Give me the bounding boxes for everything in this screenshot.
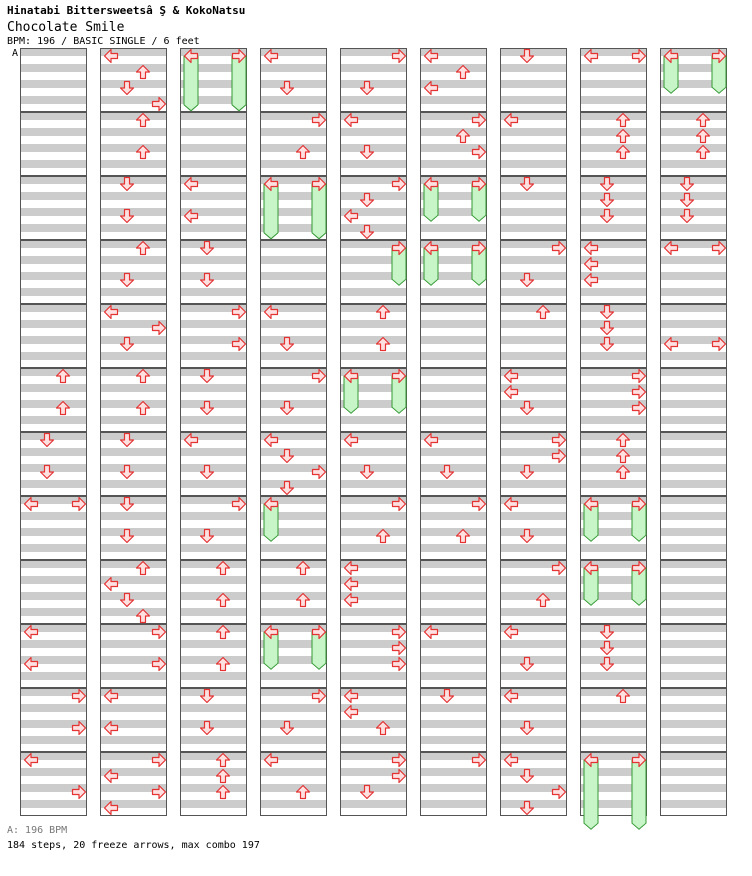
measure-box	[420, 368, 487, 432]
measure-box	[100, 496, 167, 560]
measure-box	[660, 496, 727, 560]
freeze-arrow	[264, 184, 278, 239]
measure-box	[20, 368, 87, 432]
measure-box	[180, 240, 247, 304]
measure-box	[100, 432, 167, 496]
measure-box	[20, 176, 87, 240]
measure-box	[580, 688, 647, 752]
measure-box	[180, 688, 247, 752]
measure-box	[580, 432, 647, 496]
measure-box	[420, 304, 487, 368]
measure-box	[580, 176, 647, 240]
measure-box	[100, 112, 167, 176]
freeze-arrow	[632, 760, 646, 829]
song-artist: Hinatabi Bittersweetsâ Ş & KokoNatsu	[7, 4, 246, 17]
measure-box	[260, 560, 327, 624]
measure-box	[100, 240, 167, 304]
measure-box	[340, 304, 407, 368]
measure-box	[660, 176, 727, 240]
measure-box	[660, 560, 727, 624]
measure-box	[580, 112, 647, 176]
bpm-legend: A: 196 BPM	[7, 825, 68, 836]
measure-box	[500, 176, 567, 240]
measure-box	[660, 112, 727, 176]
measure-box	[180, 560, 247, 624]
measure-box	[660, 368, 727, 432]
measure-box	[260, 240, 327, 304]
measure-box	[420, 560, 487, 624]
measure-box	[580, 304, 647, 368]
measure-box	[500, 304, 567, 368]
freeze-arrow	[312, 184, 326, 239]
measure-box	[180, 112, 247, 176]
measure-box	[660, 688, 727, 752]
measure-box	[20, 48, 87, 112]
chart-info: BPM: 196 / BASIC SINGLE / 6 feet	[7, 36, 200, 47]
measure-box	[180, 368, 247, 432]
measure-box	[660, 432, 727, 496]
measure-box	[20, 304, 87, 368]
chart-stats: 184 steps, 20 freeze arrows, max combo 197	[7, 840, 260, 851]
measure-box	[20, 432, 87, 496]
measure-box	[100, 560, 167, 624]
measure-box	[20, 240, 87, 304]
freeze-arrow	[184, 56, 198, 111]
measure-box	[660, 624, 727, 688]
measure-box	[500, 48, 567, 112]
freeze-arrow	[584, 760, 598, 829]
measure-box	[580, 624, 647, 688]
measure-box	[660, 304, 727, 368]
freeze-arrow	[232, 56, 246, 111]
measure-box	[100, 176, 167, 240]
bpm-marker: A	[12, 48, 19, 59]
measure-box	[660, 752, 727, 816]
song-title: Chocolate Smile	[7, 20, 125, 35]
measure-box	[180, 624, 247, 688]
measure-box	[100, 368, 167, 432]
measure-box	[20, 112, 87, 176]
measure-box	[180, 752, 247, 816]
measure-box	[20, 560, 87, 624]
measure-box	[420, 688, 487, 752]
